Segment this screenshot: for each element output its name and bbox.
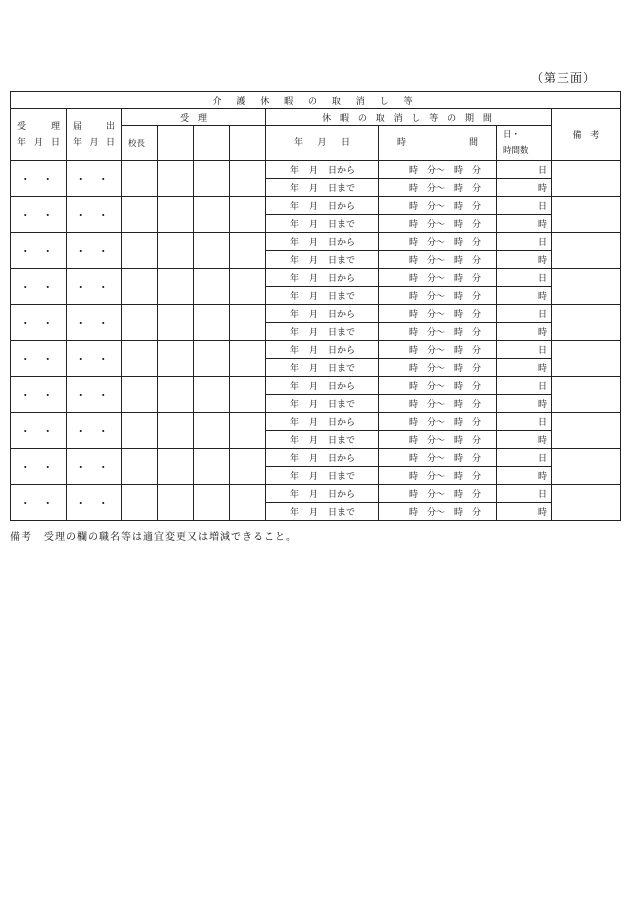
- from-time-cell[interactable]: 時 分～ 時 分: [379, 269, 497, 287]
- from-time-cell[interactable]: 時 分～ 時 分: [379, 197, 497, 215]
- ack-seal-cell-4[interactable]: [230, 305, 266, 341]
- to-date-cell[interactable]: 年 月 日まで: [266, 251, 379, 269]
- days-cell[interactable]: 日: [497, 377, 552, 395]
- days-cell[interactable]: 日: [497, 233, 552, 251]
- ack-seal-cell-2[interactable]: [158, 485, 194, 521]
- from-date-cell[interactable]: 年 月 日から: [266, 413, 379, 431]
- hours-cell[interactable]: 時: [497, 467, 552, 485]
- table-row: [11, 341, 621, 359]
- from-date-cell[interactable]: 年 月 日から: [266, 449, 379, 467]
- ack-seal-cell-4[interactable]: [230, 377, 266, 413]
- hours-cell[interactable]: 時: [497, 215, 552, 233]
- ack-seal-cell-3[interactable]: [194, 341, 230, 377]
- period-time-header: 時 間: [379, 126, 497, 161]
- to-date-cell[interactable]: 年 月 日まで: [266, 179, 379, 197]
- from-date-cell[interactable]: 年 月 日から: [266, 161, 379, 179]
- to-time-cell[interactable]: 時 分～ 時 分: [379, 431, 497, 449]
- filed-date-cell[interactable]: ・ ・: [67, 305, 122, 341]
- to-date-cell[interactable]: 年 月 日まで: [266, 467, 379, 485]
- from-date-cell[interactable]: 年 月 日から: [266, 233, 379, 251]
- notes-cell[interactable]: [552, 449, 621, 485]
- principal-seal-cell[interactable]: [122, 269, 158, 305]
- notes-cell[interactable]: [552, 341, 621, 377]
- ack-seal-cell-4[interactable]: [230, 413, 266, 449]
- principal-seal-cell[interactable]: [122, 197, 158, 233]
- period-date-header: 年 月 日: [266, 126, 379, 161]
- to-time-cell[interactable]: 時 分～ 時 分: [379, 287, 497, 305]
- filed-date-header: 届 出 年 月 日: [67, 109, 122, 161]
- from-time-cell[interactable]: 時 分～ 時 分: [379, 413, 497, 431]
- receipt-date-cell[interactable]: ・ ・: [11, 449, 67, 485]
- receipt-date-cell[interactable]: ・ ・: [11, 413, 67, 449]
- from-time-cell[interactable]: 時 分～ 時 分: [379, 305, 497, 323]
- ack-seal-cell-2[interactable]: [158, 305, 194, 341]
- days-cell[interactable]: 日: [497, 485, 552, 503]
- hours-cell[interactable]: 時: [497, 323, 552, 341]
- ack-seal-cell-3[interactable]: [194, 377, 230, 413]
- ack-seal-cell-4[interactable]: [230, 233, 266, 269]
- principal-seal-cell[interactable]: [122, 449, 158, 485]
- ack-seal-cell-4[interactable]: [230, 485, 266, 521]
- ack-seal-cell-2[interactable]: [158, 413, 194, 449]
- filed-date-cell[interactable]: ・ ・: [67, 233, 122, 269]
- ack-seal-cell-3[interactable]: [194, 449, 230, 485]
- hours-cell[interactable]: 時: [497, 431, 552, 449]
- ack-seal-cell-3[interactable]: [194, 485, 230, 521]
- period-header: 休 暇 の 取 消 し 等 の 期 間: [266, 109, 552, 126]
- to-date-cell[interactable]: 年 月 日まで: [266, 215, 379, 233]
- ack-slot-2: [158, 126, 194, 161]
- from-time-cell[interactable]: 時 分～ 時 分: [379, 341, 497, 359]
- receipt-date-cell[interactable]: ・ ・: [11, 485, 67, 521]
- ack-seal-cell-2[interactable]: [158, 341, 194, 377]
- filed-date-cell[interactable]: ・ ・: [67, 377, 122, 413]
- ack-seal-cell-2[interactable]: [158, 449, 194, 485]
- acknowledgement-header: 受 理: [122, 109, 266, 126]
- principal-header: 校長: [122, 126, 158, 161]
- to-time-cell[interactable]: 時 分～ 時 分: [379, 251, 497, 269]
- principal-seal-cell[interactable]: [122, 305, 158, 341]
- receipt-date-cell[interactable]: ・ ・: [11, 377, 67, 413]
- filed-date-cell[interactable]: ・ ・: [67, 449, 122, 485]
- from-time-cell[interactable]: 時 分～ 時 分: [379, 161, 497, 179]
- principal-seal-cell[interactable]: [122, 377, 158, 413]
- receipt-date-cell[interactable]: ・ ・: [11, 197, 67, 233]
- receipt-date-cell[interactable]: ・ ・: [11, 341, 67, 377]
- from-time-cell[interactable]: 時 分～ 時 分: [379, 485, 497, 503]
- receipt-date-cell[interactable]: ・ ・: [11, 305, 67, 341]
- notes-cell[interactable]: [552, 305, 621, 341]
- to-date-cell[interactable]: 年 月 日まで: [266, 431, 379, 449]
- page-label: （第三面）: [530, 71, 596, 85]
- ack-slot-4: [230, 126, 266, 161]
- ack-seal-cell-2[interactable]: [158, 377, 194, 413]
- days-cell[interactable]: 日: [497, 161, 552, 179]
- to-date-cell[interactable]: 年 月 日まで: [266, 287, 379, 305]
- ack-seal-cell-3[interactable]: [194, 305, 230, 341]
- notes-cell[interactable]: [552, 269, 621, 305]
- principal-seal-cell[interactable]: [122, 485, 158, 521]
- ack-seal-cell-4[interactable]: [230, 341, 266, 377]
- from-time-cell[interactable]: 時 分～ 時 分: [379, 377, 497, 395]
- table-row: [11, 449, 621, 467]
- days-cell[interactable]: 日: [497, 449, 552, 467]
- to-time-cell[interactable]: 時 分～ 時 分: [379, 215, 497, 233]
- ack-seal-cell-3[interactable]: [194, 161, 230, 197]
- remarks-label: 備考: [10, 532, 32, 543]
- filed-date-cell[interactable]: ・ ・: [67, 413, 122, 449]
- days-cell[interactable]: 日: [497, 341, 552, 359]
- leave-cancellation-table: [10, 91, 621, 521]
- remarks: [10, 528, 297, 543]
- to-time-cell[interactable]: 時 分～ 時 分: [379, 503, 497, 521]
- ack-seal-cell-4[interactable]: [230, 269, 266, 305]
- notes-header: 備 考: [552, 109, 621, 161]
- hours-cell[interactable]: 時: [497, 287, 552, 305]
- notes-cell[interactable]: [552, 377, 621, 413]
- filed-date-cell[interactable]: ・ ・: [67, 161, 122, 197]
- to-time-cell[interactable]: 時 分～ 時 分: [379, 323, 497, 341]
- table-row: [11, 485, 621, 503]
- principal-seal-cell[interactable]: [122, 161, 158, 197]
- notes-cell[interactable]: [552, 197, 621, 233]
- ack-seal-cell-2[interactable]: [158, 269, 194, 305]
- receipt-date-cell[interactable]: ・ ・: [11, 269, 67, 305]
- receipt-date-cell[interactable]: ・ ・: [11, 233, 67, 269]
- ack-seal-cell-2[interactable]: [158, 197, 194, 233]
- table-row: [11, 269, 621, 287]
- table-row: [11, 233, 621, 251]
- ack-seal-cell-4[interactable]: [230, 449, 266, 485]
- ack-seal-cell-3[interactable]: [194, 197, 230, 233]
- hours-cell[interactable]: 時: [497, 503, 552, 521]
- days-cell[interactable]: 日: [497, 269, 552, 287]
- to-time-cell[interactable]: 時 分～ 時 分: [379, 359, 497, 377]
- from-time-cell[interactable]: 時 分～ 時 分: [379, 449, 497, 467]
- hours-cell[interactable]: 時: [497, 251, 552, 269]
- table-row: [11, 377, 621, 395]
- hours-cell[interactable]: 時: [497, 359, 552, 377]
- remarks-text: 受理の欄の職名等は適宜変更又は増減できること。: [44, 532, 297, 543]
- ack-seal-cell-4[interactable]: [230, 197, 266, 233]
- hours-cell[interactable]: 時: [497, 179, 552, 197]
- table-row: [11, 197, 621, 215]
- to-time-cell[interactable]: 時 分～ 時 分: [379, 467, 497, 485]
- from-time-cell[interactable]: 時 分～ 時 分: [379, 233, 497, 251]
- from-date-cell[interactable]: 年 月 日から: [266, 197, 379, 215]
- notes-cell[interactable]: [552, 485, 621, 521]
- to-date-cell[interactable]: 年 月 日まで: [266, 503, 379, 521]
- to-time-cell[interactable]: 時 分～ 時 分: [379, 179, 497, 197]
- ack-seal-cell-4[interactable]: [230, 161, 266, 197]
- principal-seal-cell[interactable]: [122, 341, 158, 377]
- filed-date-cell[interactable]: ・ ・: [67, 197, 122, 233]
- ack-seal-cell-3[interactable]: [194, 413, 230, 449]
- from-date-cell[interactable]: 年 月 日から: [266, 377, 379, 395]
- filed-date-cell[interactable]: ・ ・: [67, 269, 122, 305]
- from-date-cell[interactable]: 年 月 日から: [266, 485, 379, 503]
- to-date-cell[interactable]: 年 月 日まで: [266, 395, 379, 413]
- days-cell[interactable]: 日: [497, 305, 552, 323]
- to-time-cell[interactable]: 時 分～ 時 分: [379, 395, 497, 413]
- notes-cell[interactable]: [552, 233, 621, 269]
- hours-cell[interactable]: 時: [497, 395, 552, 413]
- ack-seal-cell-2[interactable]: [158, 161, 194, 197]
- days-cell[interactable]: 日: [497, 413, 552, 431]
- receipt-date-header: 受 理 年 月 日: [11, 109, 67, 161]
- filed-date-cell[interactable]: ・ ・: [67, 341, 122, 377]
- from-date-cell[interactable]: 年 月 日から: [266, 305, 379, 323]
- table-row: [11, 305, 621, 323]
- ack-slot-3: [194, 126, 230, 161]
- principal-seal-cell[interactable]: [122, 233, 158, 269]
- table-row: [11, 161, 621, 179]
- to-date-cell[interactable]: 年 月 日まで: [266, 323, 379, 341]
- ack-seal-cell-2[interactable]: [158, 233, 194, 269]
- principal-seal-cell[interactable]: [122, 413, 158, 449]
- table-title: 介 護 休 暇 の 取 消 し 等: [11, 92, 621, 109]
- notes-cell[interactable]: [552, 413, 621, 449]
- ack-seal-cell-3[interactable]: [194, 233, 230, 269]
- from-date-cell[interactable]: 年 月 日から: [266, 269, 379, 287]
- days-cell[interactable]: 日: [497, 197, 552, 215]
- from-date-cell[interactable]: 年 月 日から: [266, 341, 379, 359]
- filed-date-cell[interactable]: ・ ・: [67, 485, 122, 521]
- days-hours-header: 日・ 時間数: [497, 126, 552, 161]
- ack-seal-cell-3[interactable]: [194, 269, 230, 305]
- notes-cell[interactable]: [552, 161, 621, 197]
- table-row: [11, 413, 621, 431]
- receipt-date-cell[interactable]: ・ ・: [11, 161, 67, 197]
- to-date-cell[interactable]: 年 月 日まで: [266, 359, 379, 377]
